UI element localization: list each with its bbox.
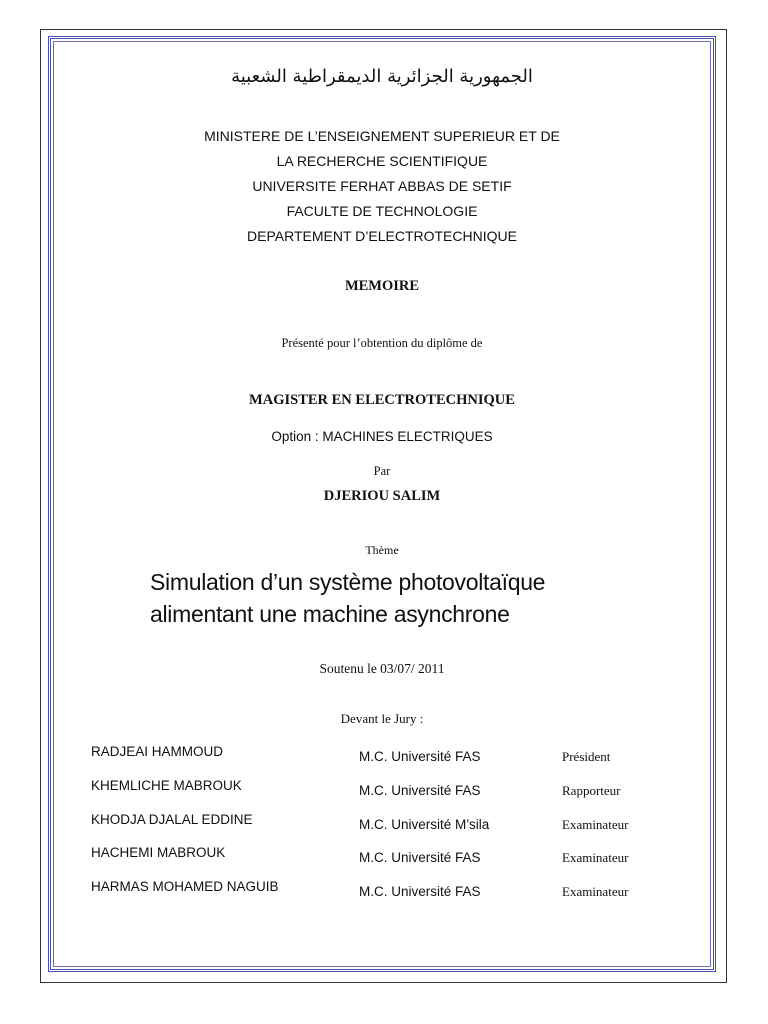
jury-row — [0, 845, 768, 869]
option-text: Option : MACHINES ELECTRIQUES — [271, 429, 493, 444]
thesis-title-line2: alimentant une machine asynchrone — [150, 601, 510, 627]
jury-row — [0, 778, 768, 802]
author-name: DJERIOU SALIM — [323, 488, 441, 504]
presented-for-text: Présenté pour l’obtention du diplôme de — [281, 336, 483, 350]
document-type: MEMOIRE — [344, 278, 420, 294]
ministry-line: MINISTERE DE L’ENSEIGNEMENT SUPERIEUR ET DE — [204, 128, 560, 144]
jury-label: Devant le Jury : — [340, 711, 424, 726]
arabic-title: الجمهورية الجزائرية الديمقراطية الشعبية — [231, 66, 533, 87]
thesis-title — [150, 566, 710, 630]
defense-date: Soutenu le 03/07/ 2011 — [319, 661, 445, 676]
jury-member-grade: M.C. Université FAS — [359, 850, 481, 865]
jury-member-name: KHEMLICHE MABROUK — [91, 778, 242, 793]
jury-member-grade: M.C. Université FAS — [359, 884, 481, 899]
jury-member-role: Président — [562, 749, 611, 764]
faculty-line: FACULTE DE TECHNOLOGIE — [286, 203, 478, 219]
theme-label: Thème — [365, 543, 399, 557]
jury-member-grade: M.C. Université M’sila — [359, 817, 490, 832]
ministry-block — [48, 124, 716, 249]
thesis-title-line1: Simulation d’un système photovoltaïque — [150, 569, 546, 595]
jury-member-role: Examinateur — [562, 817, 629, 832]
jury-member-name: HARMAS MOHAMED NAGUIB — [91, 879, 279, 894]
jury-member-role: Examinateur — [562, 850, 629, 865]
jury-member-grade: M.C. Université FAS — [359, 749, 481, 764]
degree-title: MAGISTER EN ELECTROTECHNIQUE — [249, 392, 515, 408]
department-line: DEPARTEMENT D’ELECTROTECHNIQUE — [247, 228, 517, 244]
jury-row — [0, 744, 768, 768]
university-line: UNIVERSITE FERHAT ABBAS DE SETIF — [252, 178, 512, 194]
jury-member-name: RADJEAI HAMMOUD — [91, 744, 224, 759]
jury-row — [0, 812, 768, 836]
ministry-line: LA RECHERCHE SCIENTIFIQUE — [276, 153, 488, 169]
jury-row — [0, 879, 768, 903]
by-label: Par — [373, 464, 391, 478]
jury-member-grade: M.C. Université FAS — [359, 783, 481, 798]
jury-member-role: Examinateur — [562, 884, 629, 899]
jury-member-name: HACHEMI MABROUK — [91, 845, 226, 860]
jury-member-role: Rapporteur — [562, 783, 621, 798]
jury-member-name: KHODJA DJALAL EDDINE — [91, 812, 253, 827]
